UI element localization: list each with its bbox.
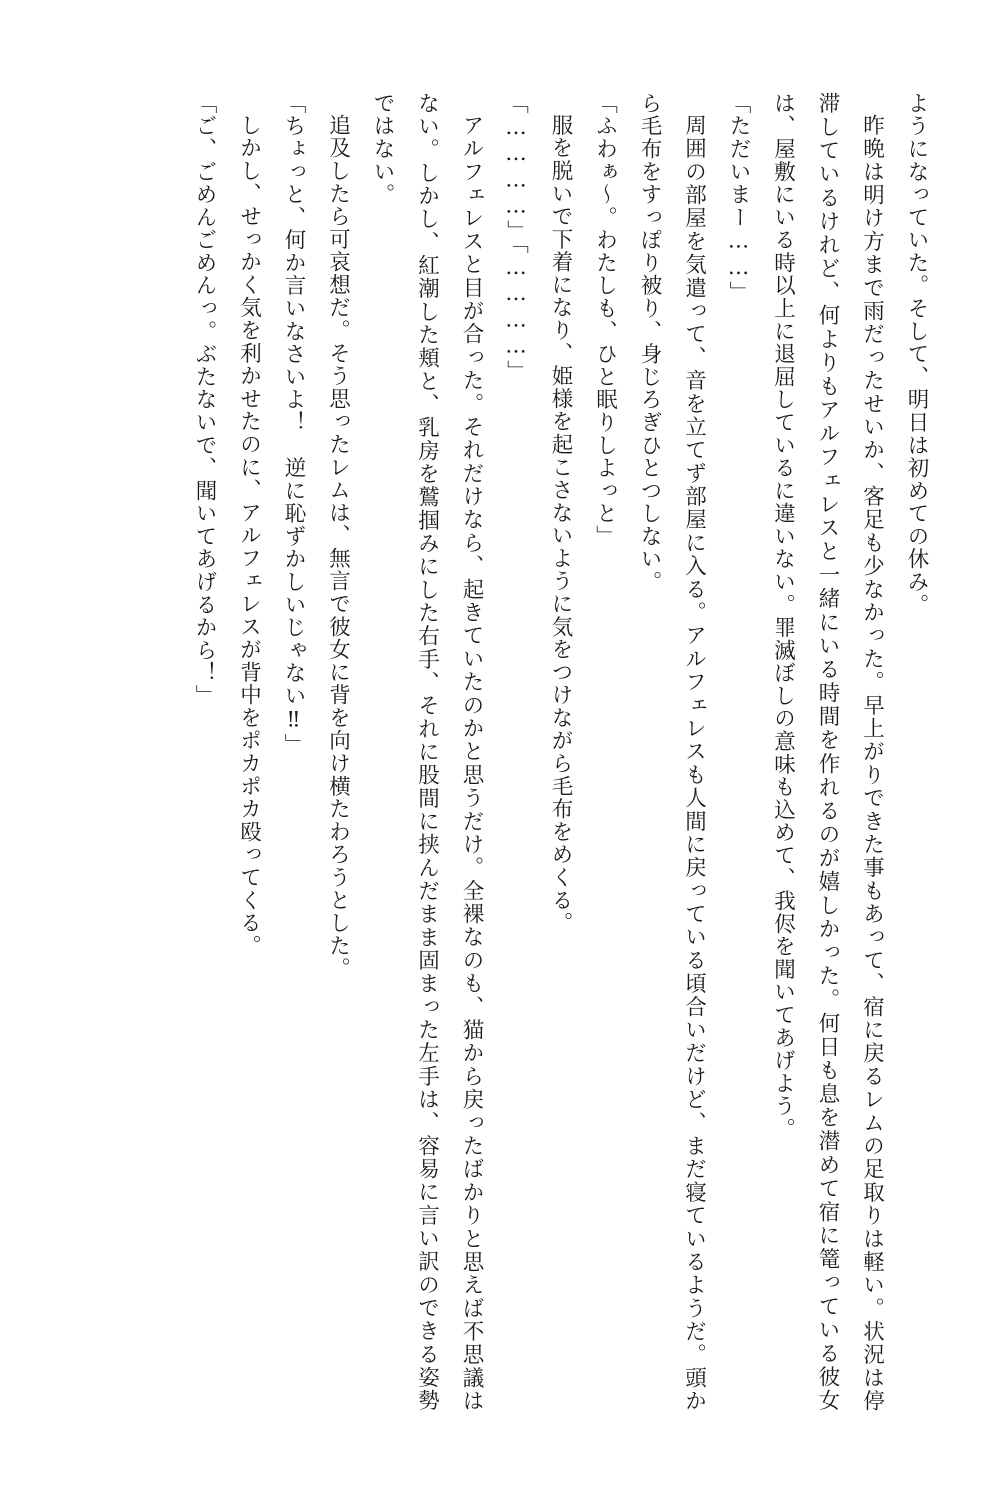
paragraph: 「ふわぁ～。わたしも、ひと眠りしよっと」 xyxy=(592,92,618,548)
paragraph: ようになっていた。そして、明日は初めての休み。 xyxy=(904,92,929,617)
paragraph: 「ただいまー……」 xyxy=(726,92,751,305)
paragraph: 「…………」「…………」 xyxy=(503,92,529,383)
vertical-text-body xyxy=(62,92,938,1412)
paragraph: 「ちょっと、何か言いなさいよ！ 逆に恥ずかしいじゃない‼」 xyxy=(281,92,306,757)
paragraph: 追及したら可哀想だ。そう思ったレムは、無言で彼女に背を向け横たわろうとした。 xyxy=(325,113,351,980)
paragraph: 服を脱いで下着になり、姫様を起こさないように気をつけながら毛布をめくる。 xyxy=(548,113,573,934)
paragraph: 昨晩は明け方まで雨だったせいか、客足も少なかった。早上がりできた事もあって、宿に戻るレムの足取りは軽い。状況は停滞しているけれど、何よりもアルフェレスと一緒にいる時間を作れるのが嬉しかった。何日も息を潜めて宿に篭っている彼女は、屋敷にいる時以上に退屈しているに違いない。罪滅ぼしの意味も込めて、我侭を聞いてあげよう。 xyxy=(770,92,885,1412)
paragraph: しかし、せっかく気を利かせたのに、アルフェレスが背中をポカポカ殴ってくる。 xyxy=(236,113,262,957)
paragraph: 「ご、ごめんごめんっ。ぶたないで、聞いてあげるから！」 xyxy=(192,92,217,708)
paragraph: 周囲の部屋を気遣って、音を立てず部屋に入る。アルフェレスも人間に戻っている頃合いだけど、まだ寝ているようだ。頭から毛布をすっぽり被り、身じろぎひとつしない。 xyxy=(637,92,707,1412)
paragraph: アルフェレスと目が合った。それだけなら、起きていたのかと思うだけ。全裸なのも、猫から戻ったばかりと思えば不思議はない。しかし、紅潮した頬と、乳房を鷲掴みにした右手、それに股間に挟んだまま固まった左手は、容易に言い訳のできる姿勢ではない。 xyxy=(370,92,484,1412)
